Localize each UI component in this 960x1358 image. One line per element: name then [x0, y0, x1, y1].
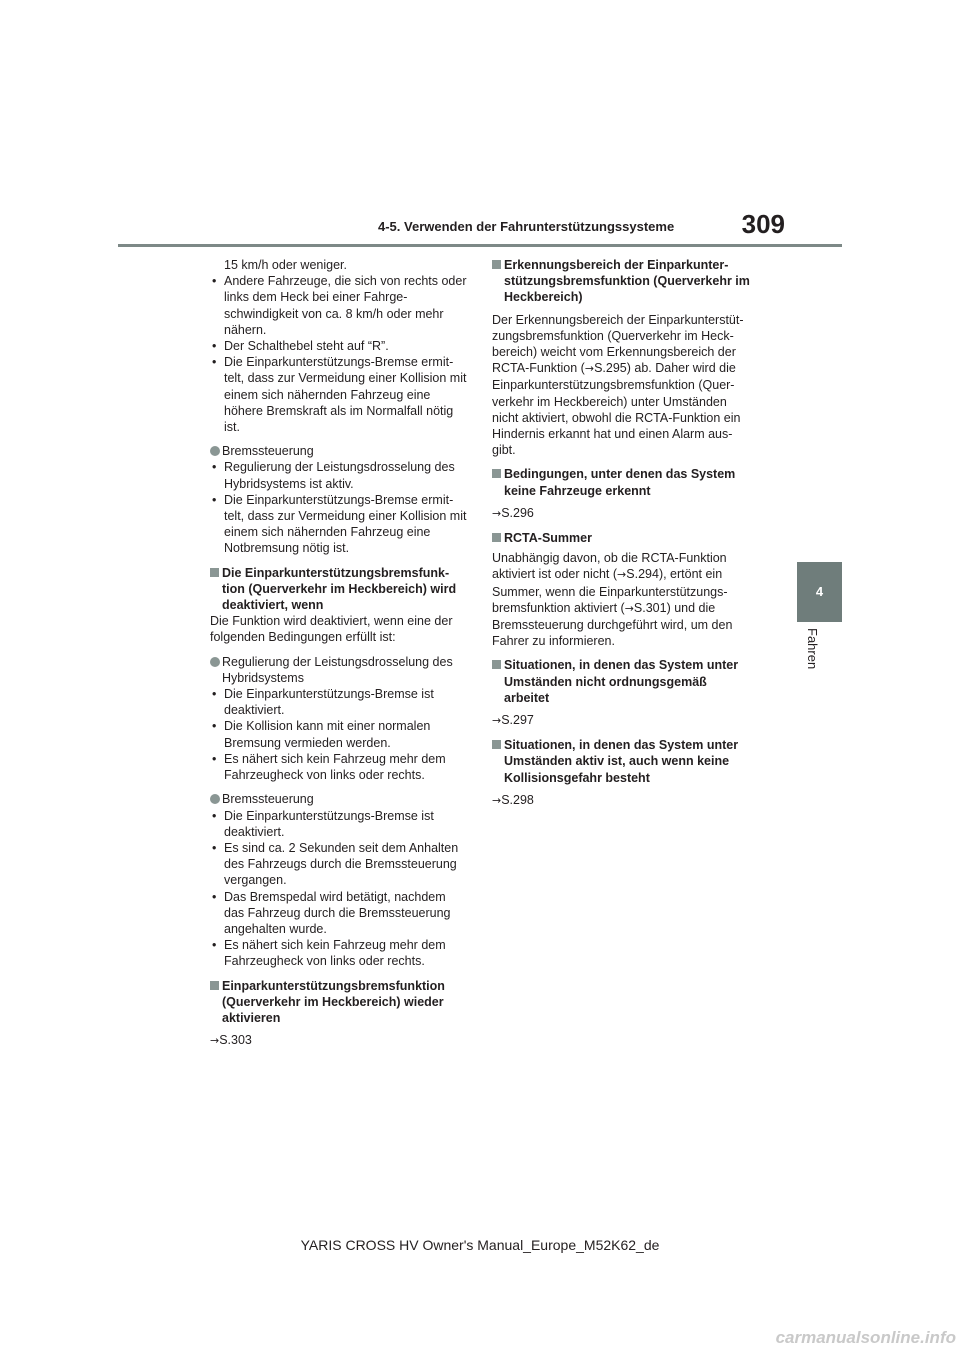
- section-heading: [492, 737, 754, 786]
- circle-bullet-icon: [210, 794, 220, 804]
- header-title: 4-5. Verwenden der Fahrunterstützungssysteme: [378, 219, 675, 234]
- circle-item: [210, 443, 468, 459]
- reference-text: S.297: [501, 713, 534, 728]
- circle-item-title: Regulierung der Leistungsdrosselung des Hybridsystems: [222, 654, 453, 685]
- circle-bullet-icon: [210, 657, 220, 667]
- list-item-text: Das Bremspedal wird betätigt, nachdem das Fahrzeug durch die Bremssteuerung angehalten wurde.: [224, 889, 451, 936]
- heading-text: Einparkunterstützungsbremsfunktion (Querverkehr im Heckbereich) wieder aktivieren: [222, 978, 445, 1025]
- heading-text: Situationen, in denen das System unter Umständen nicht ordnungsgemäß arbeitet: [504, 658, 739, 705]
- list-item-text: Die Einparkunterstützungs-Bremse ermit-telt, dass zur Vermeidung einer Kollision mit einem sich nähernden Fahrzeug eine Notbremsung nötig ist.: [224, 492, 467, 556]
- arrow-icon: →: [584, 362, 595, 376]
- list-item-text: Die Kollision kann mit einer normalen Bremsung vermieden werden.: [224, 719, 431, 750]
- list-item-text: Die Einparkunterstützungs-Bremse ist deaktiviert.: [224, 808, 434, 839]
- circle-item: [210, 791, 468, 807]
- square-bullet-icon: [492, 533, 501, 542]
- list-item: • Die Einparkunterstützungs-Bremse ist deaktiviert.: [212, 808, 434, 839]
- circle-bullet-icon: [210, 446, 220, 456]
- list-item-text: Der Schalthebel steht auf “R”.: [224, 339, 389, 354]
- circle-item: [210, 654, 468, 686]
- section-heading: [492, 466, 754, 498]
- heading-text: Bedingungen, unter denen das System keine Fahrzeuge erkennt: [504, 467, 736, 498]
- paragraph: Die Funktion wird deaktiviert, wenn eine der folgenden Bedingungen erfüllt ist:: [210, 614, 453, 645]
- arrow-icon: →: [617, 568, 627, 582]
- heading-text: RCTA-Summer: [504, 531, 592, 546]
- list-item-text: Die Einparkunterstützungs-Bremse ermit-telt, dass zur Vermeidung einer Kollision mit einem sich nähernden Fahrzeug eine höhere Bremskraft als im Normalfall nötig ist.: [224, 355, 467, 435]
- list-item: • Es nähert sich kein Fahrzeug mehr dem Fahrzeugheck von links oder rechts.: [212, 751, 446, 783]
- arrow-icon: →: [624, 601, 634, 615]
- left-column: [210, 257, 468, 1049]
- paragraph: Der Erkennungsbereich der Einparkunterstüt-zungsbremsfunktion (Querverkehr im Heck-bereich) weicht vom Erkennungsbereich der RCTA-Funktion (→S.295) ab. Daher wird die Einparkunterstützungsbremsfunktion (Quer-verkehr im Heckbereich) unter Umständen nicht aktiviert, obwohl die RCTA-Funktion ein Hindernis erkannt hat und einen Alarm aus-gibt.: [492, 312, 744, 458]
- square-bullet-icon: [210, 568, 219, 577]
- page-reference-link[interactable]: →S.295: [584, 361, 627, 376]
- continued-line: 15 km/h oder weniger.: [224, 258, 347, 272]
- list-item: • Es sind ca. 2 Sekunden seit dem Anhalten des Fahrzeugs durch die Bremssteuerung vergangen.: [212, 840, 459, 888]
- list-item: • Der Schalthebel steht auf “R”.: [212, 339, 389, 354]
- heading-text: Erkennungsbereich der Einparkunter-stützungsbremsfunktion (Querverkehr im Heckbereich): [504, 258, 750, 305]
- page-number: 309: [741, 209, 785, 239]
- section-heading: [210, 565, 468, 614]
- heading-text: Situationen, in denen das System unter Umständen aktiv ist, auch wenn keine Kollisionsgefahr besteht: [504, 738, 739, 785]
- reference-text: S.298: [501, 792, 534, 807]
- square-bullet-icon: [492, 660, 501, 669]
- list-item-text: Regulierung der Leistungsdrosselung des Hybridsystems ist aktiv.: [224, 460, 455, 491]
- square-bullet-icon: [210, 981, 219, 990]
- list-item-text: Es nähert sich kein Fahrzeug mehr dem Fahrzeugheck von links oder rechts.: [224, 938, 446, 969]
- list-item-text: Andere Fahrzeuge, die sich von rechts oder links dem Heck bei einer Fahrge-schwindigkeit von ca. 8 km/h oder mehr nähern.: [224, 274, 467, 337]
- section-heading: [492, 530, 754, 546]
- page-reference-link[interactable]: →S.301: [624, 600, 667, 615]
- page-reference-link[interactable]: [210, 1032, 468, 1049]
- list-item: • Die Einparkunterstützungs-Bremse ist deaktiviert.: [212, 687, 434, 718]
- chapter-label-text: Fahren: [805, 628, 820, 670]
- chapter-tab: 4: [797, 562, 842, 622]
- reference-text: S.303: [219, 1033, 252, 1048]
- watermark: carmanualsonline.info: [775, 1328, 956, 1347]
- section-heading: [492, 657, 754, 706]
- paragraph: Unabhängig davon, ob die RCTA-Funktion aktiviert ist oder nicht (→S.294), ertönt ein Summer, wenn die Einparkunterstützungs-bremsfunktion aktiviert (→S.301) und die Bremssteuerung durchgeführt wird, um den Fahrer zu informieren.: [492, 551, 733, 649]
- square-bullet-icon: [492, 740, 501, 749]
- list-item: • Das Bremspedal wird betätigt, nachdem das Fahrzeug durch die Bremssteuerung angehalten wurde.: [212, 889, 451, 936]
- page-reference-link[interactable]: [492, 505, 754, 522]
- arrow-icon: →: [492, 714, 502, 728]
- list-item: • Die Kollision kann mit einer normalen Bremsung vermieden werden.: [212, 719, 431, 750]
- list-item: • Andere Fahrzeuge, die sich von rechts oder links dem Heck bei einer Fahrge-schwindigkeit von ca. 8 km/h oder mehr nähern.: [212, 274, 467, 337]
- page-reference-link[interactable]: →S.294: [617, 567, 659, 582]
- arrow-icon: →: [492, 793, 502, 807]
- reference-text: S.296: [501, 505, 534, 520]
- right-column: [492, 257, 754, 809]
- page-reference-link[interactable]: [492, 792, 754, 809]
- list-item: • Regulierung der Leistungsdrosselung des Hybridsystems ist aktiv.: [212, 460, 455, 491]
- square-bullet-icon: [492, 469, 501, 478]
- list-item: • Die Einparkunterstützungs-Bremse ermit-telt, dass zur Vermeidung einer Kollision mit einem sich nähernden Fahrzeug eine höhere Bremskraft als im Normalfall nötig ist.: [212, 355, 467, 435]
- arrow-icon: →: [210, 1034, 220, 1048]
- list-item: • Es nähert sich kein Fahrzeug mehr dem Fahrzeugheck von links oder rechts.: [212, 938, 446, 969]
- circle-item-title: Bremssteuerung: [222, 444, 314, 459]
- list-item-text: Es sind ca. 2 Sekunden seit dem Anhalten des Fahrzeugs durch die Bremssteuerung vergangen.: [224, 840, 459, 888]
- list-item: • Die Einparkunterstützungs-Bremse ermit-telt, dass zur Vermeidung einer Kollision mit einem sich nähernden Fahrzeug eine Notbremsung nötig ist.: [212, 492, 467, 556]
- section-heading: [492, 257, 754, 306]
- header-rule: [118, 244, 842, 247]
- section-heading: [210, 978, 468, 1027]
- square-bullet-icon: [492, 260, 501, 269]
- arrow-icon: →: [492, 506, 502, 520]
- list-item-text: Es nähert sich kein Fahrzeug mehr dem Fahrzeugheck von links oder rechts.: [224, 751, 446, 783]
- chapter-tab-label: [805, 628, 832, 688]
- page-reference-link[interactable]: [492, 712, 754, 729]
- circle-item-title: Bremssteuerung: [222, 792, 314, 807]
- heading-text: Die Einparkunterstützungsbremsfunk-tion (Querverkehr im Heckbereich) wird deaktiviert, wenn: [222, 565, 457, 613]
- list-item-text: Die Einparkunterstützungs-Bremse ist deaktiviert.: [224, 687, 434, 718]
- page-footer: YARIS CROSS HV Owner's Manual_Europe_M52K62_de: [300, 1237, 660, 1253]
